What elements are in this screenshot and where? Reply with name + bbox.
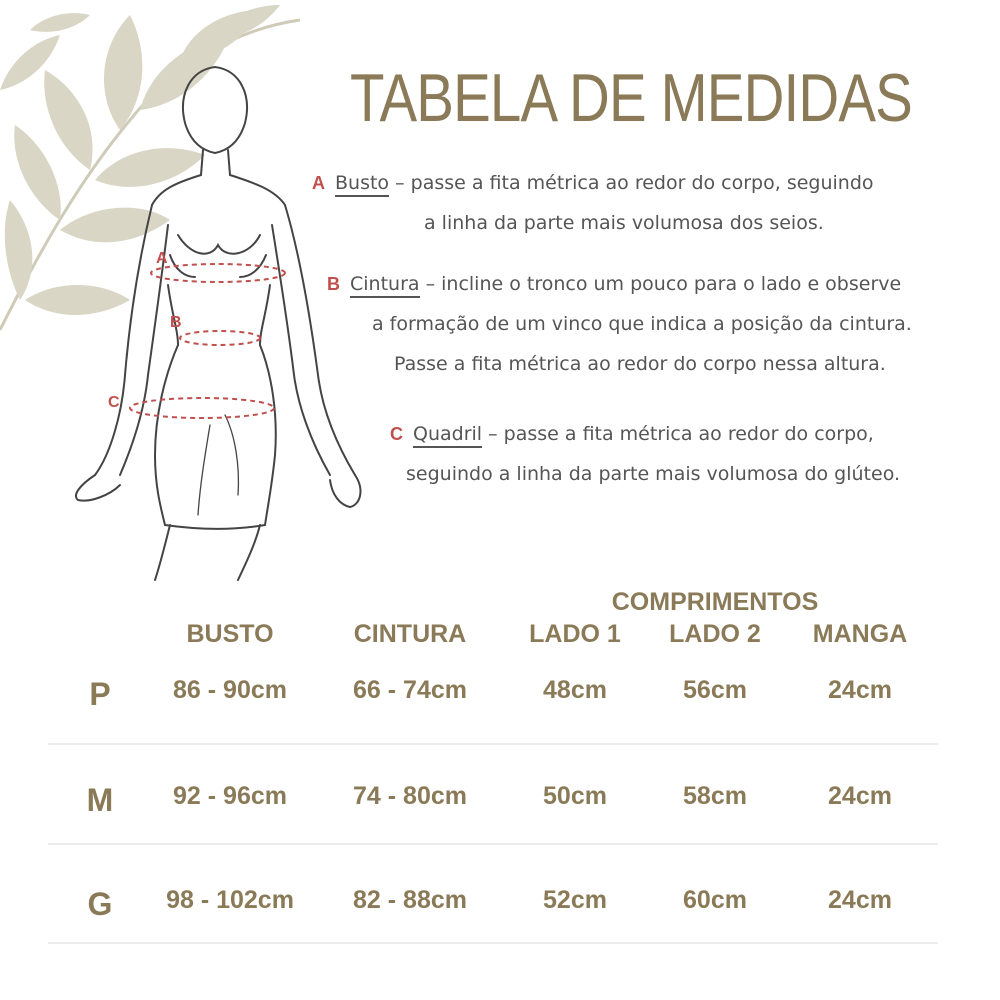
table-cell: 52cm — [543, 886, 607, 914]
row-divider — [48, 843, 938, 845]
instruction-text: a formação de um vinco que indica a posição da cintura. — [372, 313, 912, 335]
instruction-term: Cintura — [350, 273, 420, 298]
table-cell: 66 - 74cm — [353, 676, 467, 704]
instruction-text: – passe a fita métrica ao redor do corpo, — [482, 423, 874, 445]
table-cell: 50cm — [543, 782, 607, 810]
table-cell: 60cm — [683, 886, 747, 914]
table-cell: 58cm — [683, 782, 747, 810]
instruction-term: Quadril — [413, 423, 482, 448]
table-cell: 24cm — [828, 782, 892, 810]
instruction-text: – passe a fita métrica ao redor do corpo, seguindo — [389, 172, 874, 194]
col-header-lado1: LADO 1 — [529, 620, 621, 648]
table-cell: 56cm — [683, 676, 747, 704]
table-cell: 92 - 96cm — [173, 782, 287, 810]
row-divider — [48, 743, 938, 745]
size-label-p: P — [89, 676, 111, 712]
table-cell: 86 - 90cm — [173, 676, 287, 704]
instruction-text: Passe a fita métrica ao redor do corpo nessa altura. — [394, 353, 886, 375]
col-header-manga: MANGA — [812, 620, 908, 648]
instruction-b — [327, 264, 912, 384]
group-header-comprimentos: COMPRIMENTOS — [611, 588, 819, 616]
col-header-lado2: LADO 2 — [669, 620, 761, 648]
table-cell: 82 - 88cm — [353, 886, 467, 914]
col-header-busto: BUSTO — [186, 620, 274, 648]
figure-label-c: C — [108, 394, 120, 411]
page-title: TABELA DE MEDIDAS — [350, 60, 912, 136]
instruction-a — [312, 163, 874, 243]
instruction-c — [390, 414, 900, 494]
instruction-term: Busto — [335, 172, 389, 197]
instruction-text: seguindo a linha da parte mais volumosa do glúteo. — [406, 463, 901, 485]
figure-label-a: A — [156, 250, 168, 267]
table-cell: 74 - 80cm — [353, 782, 467, 810]
table-cell: 98 - 102cm — [166, 886, 294, 914]
size-label-g: G — [87, 886, 113, 922]
size-label-m: M — [86, 782, 114, 818]
instruction-letter: C — [390, 424, 403, 444]
instruction-text: a linha da parte mais volumosa dos seios. — [424, 212, 824, 234]
table-cell: 24cm — [828, 676, 892, 704]
instruction-text: – incline o tronco um pouco para o lado e observe — [419, 273, 902, 295]
instruction-letter: B — [327, 274, 340, 294]
table-cell: 24cm — [828, 886, 892, 914]
figure-label-b: B — [170, 314, 182, 331]
table-cell: 48cm — [543, 676, 607, 704]
row-divider — [48, 942, 938, 944]
col-header-cintura: CINTURA — [353, 620, 467, 648]
instruction-letter: A — [312, 173, 325, 193]
